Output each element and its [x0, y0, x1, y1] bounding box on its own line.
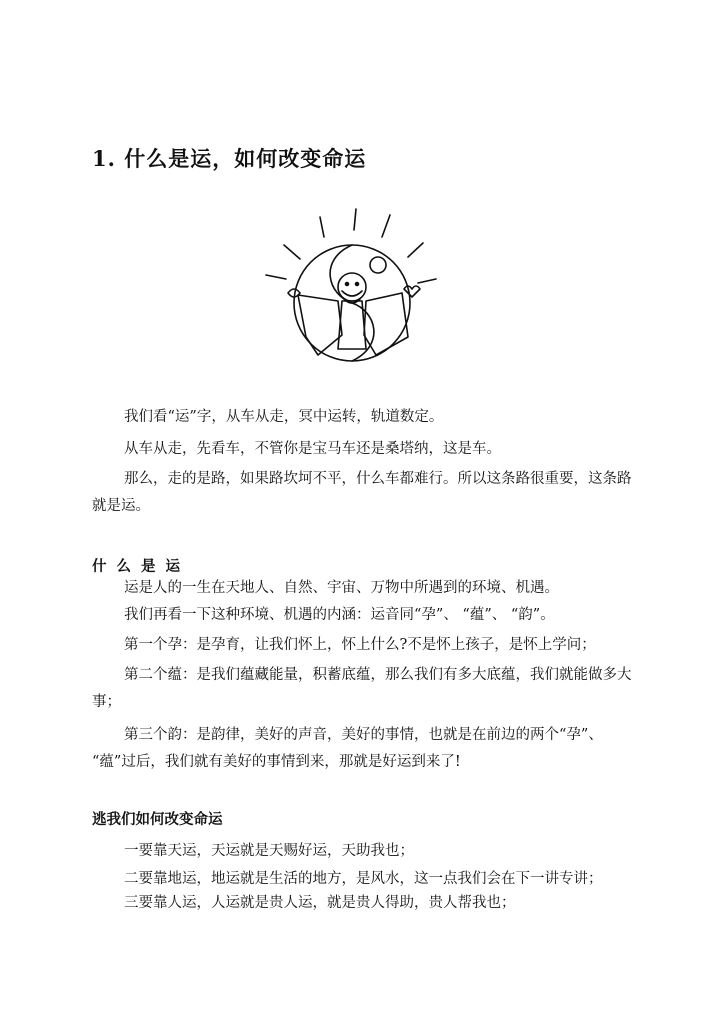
body-paragraph: 第三个韵：是韵律，美好的声音，美好的事情，也就是在前边的两个“孕”、 “蕴”过后，我们就有美好的事情到来，那就是好运到来了!	[92, 727, 603, 770]
body-paragraph: 三要靠人运，人运就是贵人运，就是贵人得助，贵人帮我也；	[124, 895, 516, 911]
section-heading: 逃我们如何改变命运	[92, 812, 223, 828]
body-paragraph: 我们再看一下这种环境、机遇的内涵：运音同“孕”、 “蕴”、 “韵”。	[124, 607, 555, 623]
page-title: 1. 什么是运，如何改变命运	[92, 146, 367, 171]
yin-yang-sun-old-man-icon	[258, 205, 438, 373]
body-paragraph: 运是人的一生在天地人、自然、宇宙、万物中所遇到的环境、机遇。	[124, 580, 559, 596]
body-paragraph: 一要靠天运，天运就是天赐好运，天助我也；	[124, 843, 414, 859]
intro-paragraph: 从车从走，先看车，不管你是宝马车还是桑塔纳，这是车。	[124, 441, 501, 457]
body-paragraph: 第二个蕴：是我们蕴藏能量，积蓄底蕴，那么我们有多大底蕴，我们就能做多大事；	[92, 667, 632, 710]
body-paragraph: 第一个孕：是孕育，让我们怀上，怀上什么?不是怀上孩子，是怀上学问；	[124, 637, 596, 653]
body-paragraph: 二要靠地运，地运就是生活的地方，是风水，这一点我们会在下一讲专讲；	[124, 871, 603, 887]
intro-paragraph: 我们看“运”字，从车从走，冥中运转，轨道数定。	[124, 409, 444, 425]
section-heading: 什么是运	[92, 559, 190, 575]
intro-paragraph: 那么，走的是路，如果路坎坷不平，什么车都难行。所以这条路很重要，这条路就是运。	[92, 471, 632, 514]
